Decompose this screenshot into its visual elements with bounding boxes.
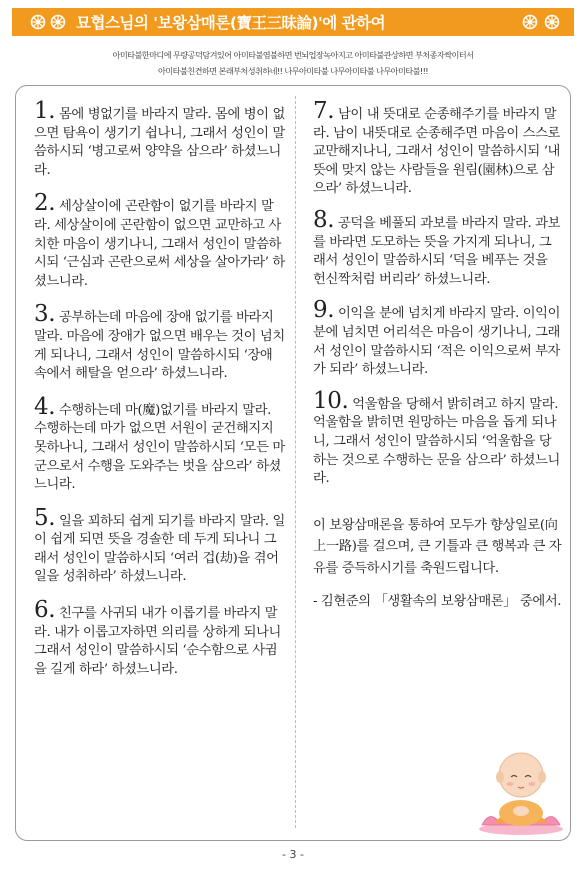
dharma-wheel-icon (50, 14, 66, 30)
subtitle-line-1: 아미타불한마디에 무량공덕담겨있어 아미타불염불하면 번뇌업장녹아지고 아미타불관상하면 부처종자싹이터서 (112, 50, 474, 60)
teaching-item (34, 504, 286, 587)
page-title: 묘협스님의 '보왕삼매론(寶王三昧論)'에 관하여 (76, 14, 386, 32)
item-number: 5. (34, 504, 56, 531)
dharma-wheel-icon (30, 14, 46, 30)
closing-paragraph: 이 보왕삼매론을 통하여 모두가 향상일로(向上一路)를 걸으며, 큰 기틀과 큰 행복과 큰 자유를 증득하시기를 축원드립니다. (313, 517, 562, 576)
teaching-item (34, 100, 286, 180)
teaching-item (313, 100, 563, 199)
item-text: 수행하는데 마(魔)없기를 바라지 말라. 수행하는데 마가 없으면 서원이 굳건해지지 못하나니, 그래서 성인이 말씀하시되 ‘모든 마군으로서 수행을 도와주는 벗을 삼으라’ 하셨느니라. (34, 402, 285, 493)
item-text: 공부하는데 마음에 장애 없기를 바라지 말라. 마음에 장애가 없으면 배우는 것이 넘치게 되나니, 그래서 성인이 말씀하시되 ‘장애 속에서 해탈을 얻으라’ 하셨느니라. (34, 310, 285, 382)
item-text: 몸에 병없기를 바라지 말라. 몸에 병이 없으면 탐욕이 생기기 쉽나니, 그래서 성인이 말씀하시되 ‘병고로써 양약을 삼으라’ 하셨느니라. (34, 107, 285, 178)
item-text: 친구를 사귀되 내가 이롭기를 바라지 말라. 내가 이롭고자하면 의리를 상하게 되나니 그래서 성인이 말씀하시되 ‘순수함으로 사귐을 길게 하라’ 하셨느니라. (34, 606, 281, 677)
subtitle-line-2: 아미타불친견하면 본래부처성취하네!! 나무아미타불 나무아미타불 나무아미타불!!! (158, 66, 428, 76)
right-column (313, 100, 563, 613)
item-number: 6. (34, 597, 56, 624)
item-text: 억울함을 당해서 밝히려고 하지 말라. 억울함을 밝히면 원망하는 마음을 돕게 되나니, 그래서 성인이 말씀하시되 ‘억울함을 당하는 것으로 수행하는 문을 삼으라’ 하셨느니라. (313, 396, 560, 487)
item-text: 세상살이에 곤란함이 없기를 바라지 말라. 세상살이에 곤란함이 없으면 교만하고 사치한 마음이 생기나니, 그래서 성인이 말씀하시되 ‘근심과 곤란으로써 세상을 살아가라’ 하셨느니라. (34, 199, 285, 289)
teaching-item (313, 206, 563, 289)
teaching-item (34, 303, 286, 383)
teaching-item (34, 599, 286, 679)
item-number: 1. (34, 98, 56, 124)
page-number: - 3 - (282, 848, 304, 861)
teaching-item (313, 387, 563, 489)
item-text: 일을 꾀하되 쉽게 되기를 바라지 말라. 일이 쉽게 되면 뜻을 경솔한 데 두게 되나니 그래서 성인이 말씀하시되 ‘여러 겁(劫)을 겪어 일을 성취하라’ 하셨느니라. (34, 513, 285, 585)
item-number: 3. (34, 301, 56, 328)
dharma-wheel-icon (544, 14, 560, 30)
teaching-item (34, 393, 286, 495)
teaching-item (34, 192, 286, 291)
item-number: 4. (34, 393, 56, 420)
item-text: 이익을 분에 넘치게 바라지 말라. 이익이 분에 넘치면 어리석은 마음이 생기나니, 그래서 성인이 말씀하시되 ‘적은 이익으로써 부자가 되라’ 하셨느니라. (313, 306, 561, 378)
left-column (34, 100, 286, 679)
column-divider (295, 96, 296, 828)
item-number: 7. (313, 98, 335, 124)
item-number: 8. (313, 206, 335, 233)
source-citation: - 김현준의 「생활속의 보왕삼매론」 중에서. (313, 594, 562, 610)
item-number: 10. (313, 387, 349, 414)
title-banner (12, 8, 574, 36)
item-number: 2. (34, 190, 56, 217)
item-number: 9. (313, 297, 335, 324)
dharma-wheel-icon (522, 14, 538, 30)
monk-on-lotus-illustration (476, 739, 566, 837)
teaching-item (313, 299, 563, 379)
item-text: 공덕을 베풀되 과보를 바라지 말라. 과보를 바라면 도모하는 뜻을 가지게 되나니, 그래서 성인이 말씀하시되 ‘덕을 베푸는 것을 헌신짝처럼 버리라’ 하셨느니라. (313, 215, 561, 287)
item-text: 남이 내 뜻대로 순종해주기를 바라지 말라. 남이 내뜻대로 순종해주면 마음이 스스로 교만해지나니, 그래서 성인이 말씀하시되 ‘내 뜻에 맞지 않는 사람들을 원림(園林)으로 삼으라’ 하셨느니라. (313, 107, 560, 197)
